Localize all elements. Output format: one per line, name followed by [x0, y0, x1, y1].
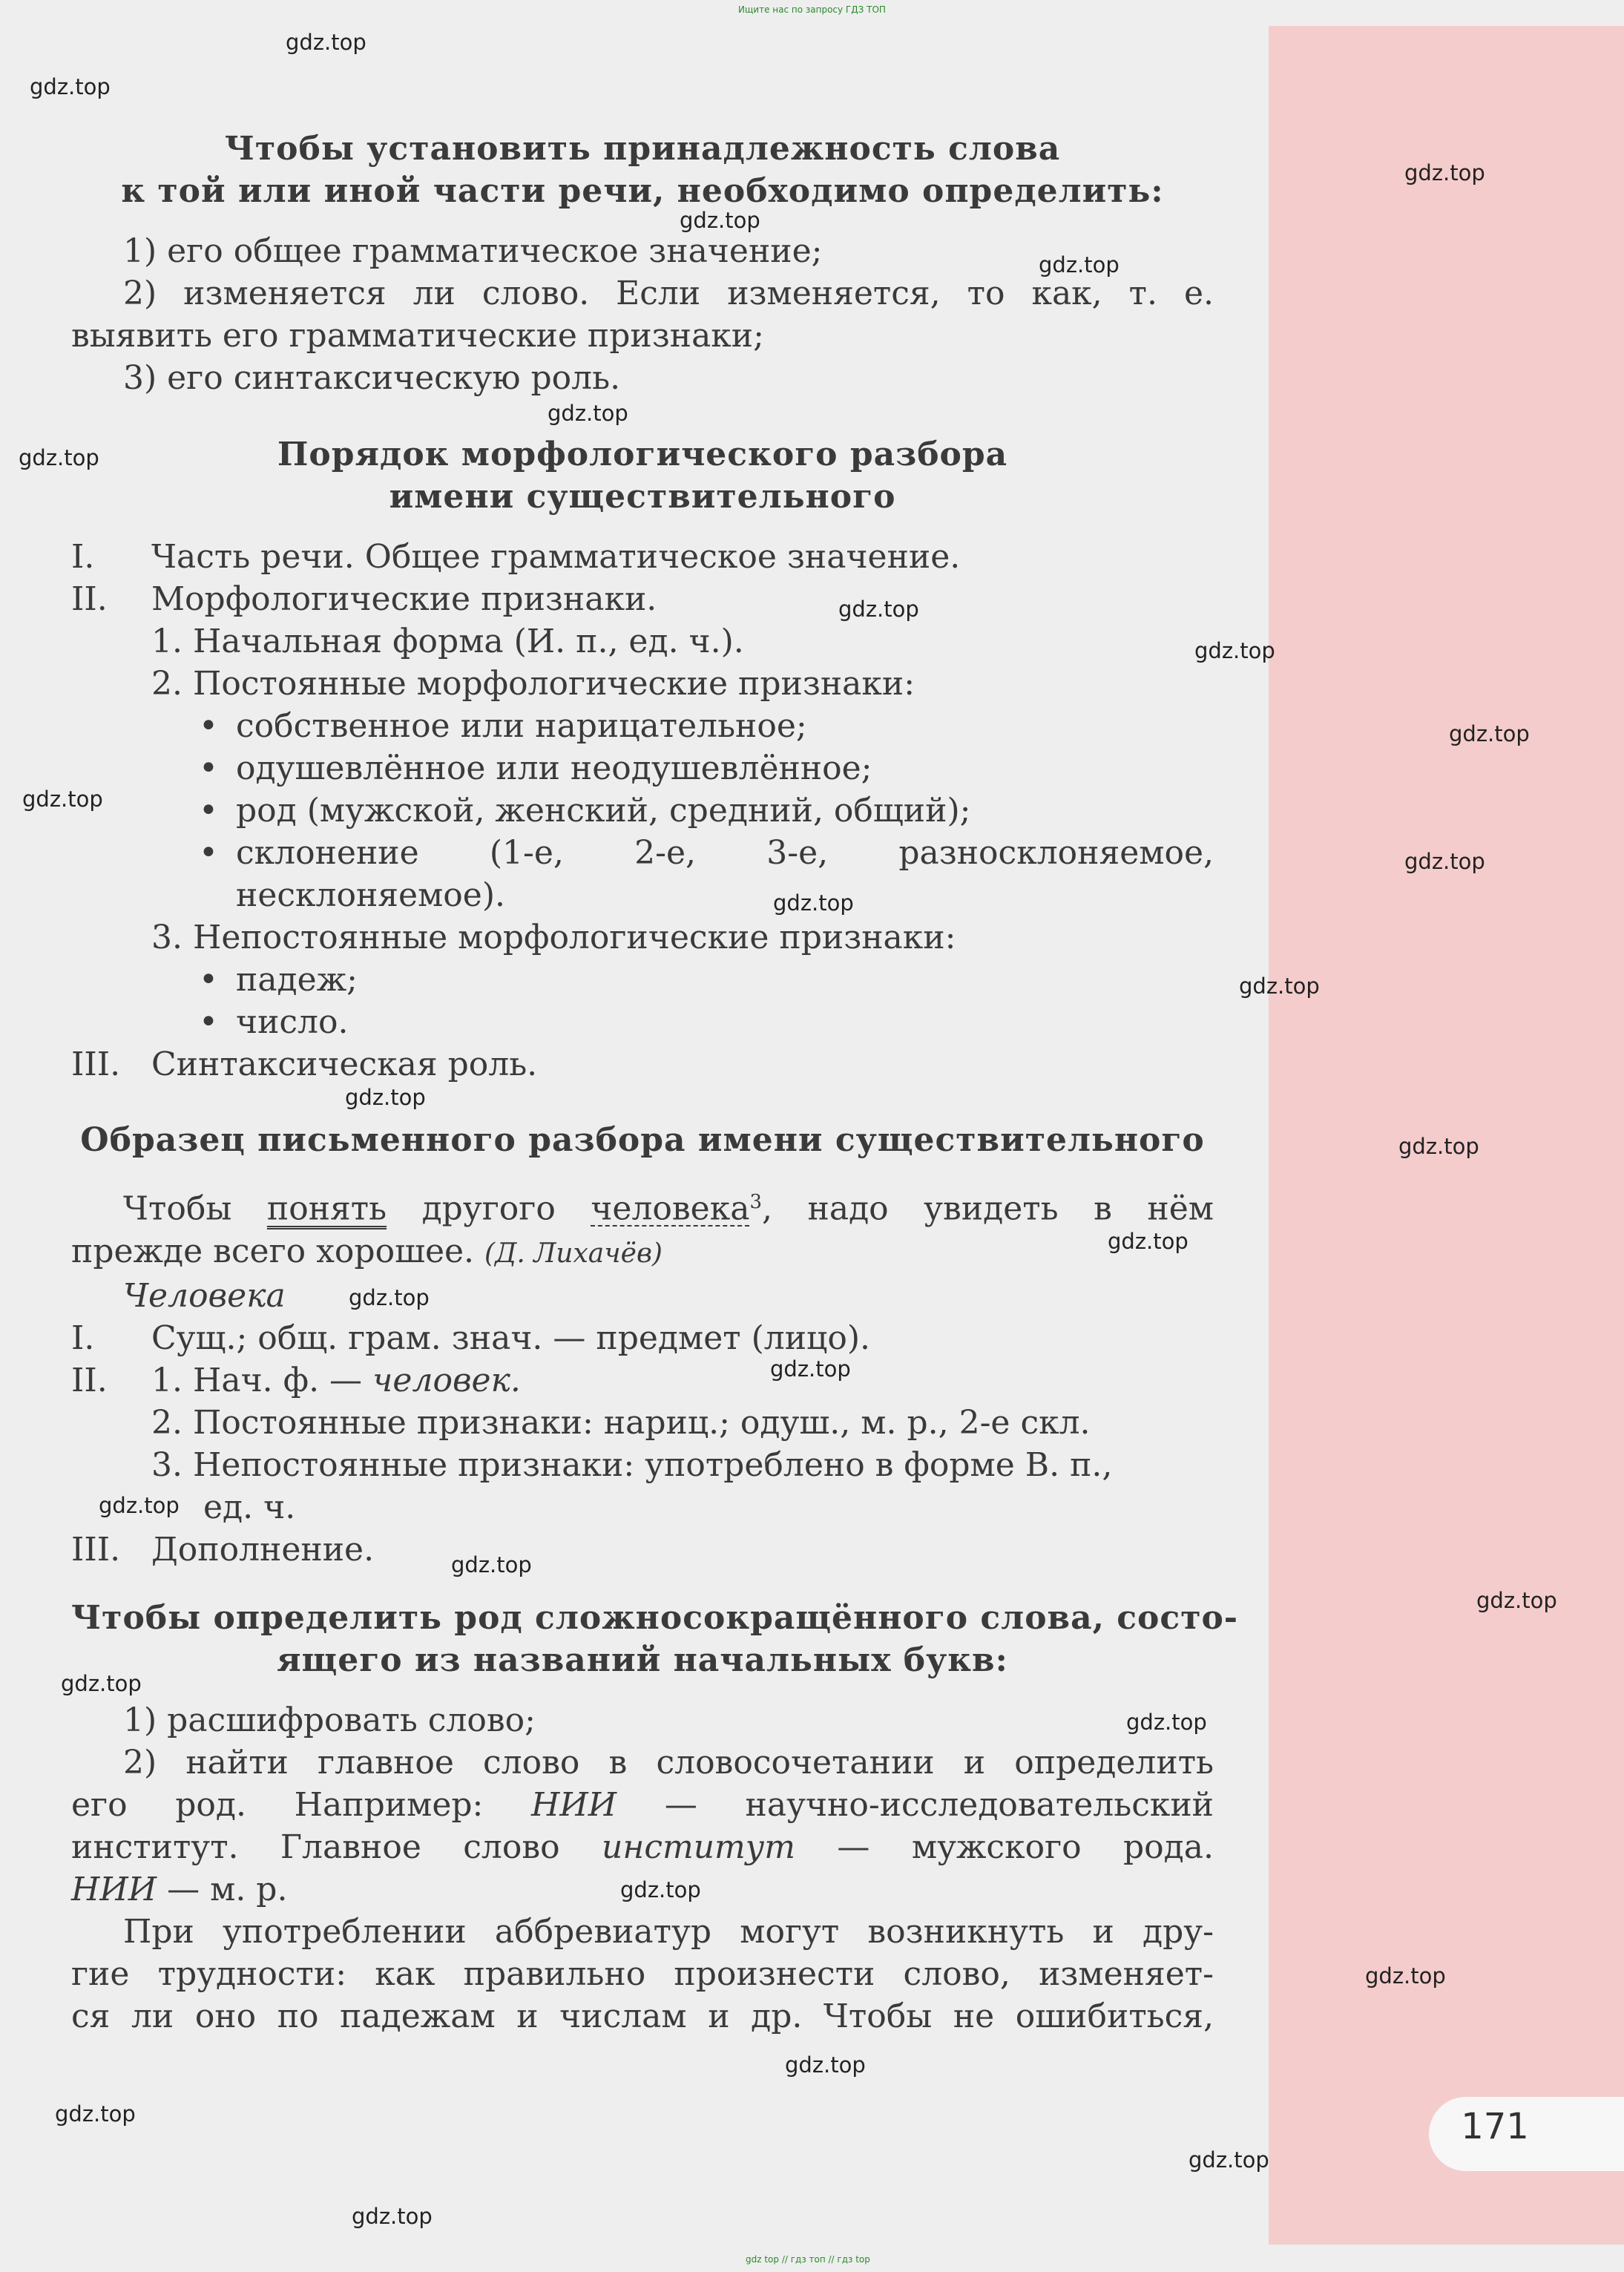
bullet-item	[71, 959, 1214, 1001]
roman-numeral: III.	[71, 1045, 121, 1083]
analysis-sub-item-continuation: ед. ч.	[203, 1488, 296, 1526]
heading-line: Порядок морфологического разбора	[277, 436, 1008, 473]
text-run: , надо увидеть в нём	[762, 1189, 1214, 1228]
paragraph-line: ся ли оно по падежам и числам и др. Чтобы не ошибиться,	[71, 1997, 1214, 2035]
watermark: gdz.top	[548, 401, 628, 426]
abbreviation-rule-body	[71, 1699, 1214, 2038]
text-run: институт. Главное слово	[71, 1828, 602, 1866]
list-item-continuation	[71, 1784, 1214, 1826]
watermark: gdz.top	[352, 2204, 433, 2229]
analysis-sub-item: 3. Непостоянные признаки: употреблено в форме В. п.,	[151, 1445, 1113, 1484]
sub-item: 3. Непостоянные морфологические признаки:	[151, 919, 956, 956]
watermark: gdz.top	[785, 2052, 866, 2078]
watermark: gdz.top	[1449, 721, 1530, 746]
heading-line: Чтобы определить род сложносокращённого слова, состо-	[71, 1599, 1239, 1637]
abbreviation-example: НИИ	[531, 1786, 617, 1824]
analysis-text: Сущ.; общ. грам. знач. — предмет (лицо).	[151, 1319, 870, 1357]
sub-item: 2. Постоянные морфологические признаки:	[151, 665, 915, 703]
predicate-word: понять	[266, 1189, 387, 1228]
roman-numeral: III.	[71, 1530, 121, 1569]
sample-analysis-heading	[71, 1119, 1214, 1161]
watermark: gdz.top	[773, 890, 854, 916]
text-run: другого	[387, 1189, 591, 1228]
object-word: человека	[591, 1189, 750, 1228]
watermark: gdz.top	[838, 597, 919, 622]
bullet-item	[71, 747, 1214, 789]
bullet-icon: •	[199, 1003, 218, 1041]
quote-source: (Д. Лихачёв)	[484, 1238, 663, 1269]
bullet-item	[71, 705, 1214, 747]
list-item	[71, 1043, 1214, 1086]
analysis-item	[71, 1359, 1214, 1402]
roman-numeral: I.	[71, 538, 95, 576]
watermark: gdz.top	[30, 74, 111, 99]
list-item: 1) его общее грамматическое значение;	[123, 232, 823, 270]
bullet-item	[71, 832, 1214, 874]
watermark: gdz.top	[1126, 1710, 1207, 1735]
bullet-text: одушевлённое или неодушевлённое;	[236, 749, 872, 787]
watermark: gdz.top	[680, 208, 760, 233]
abbreviation-rule-heading	[71, 1597, 1239, 1681]
list-item-text: Часть речи. Общее грамматическое значение.	[151, 538, 961, 576]
roman-numeral: II.	[71, 580, 108, 618]
bullet-text: склонение (1-е, 2-е, 3-е, разносклоняемое,	[236, 834, 1214, 872]
watermark: gdz.top	[22, 787, 103, 812]
bullet-icon: •	[199, 834, 218, 872]
analysis-italic: человек.	[372, 1361, 521, 1399]
text-run: его род. Например:	[71, 1786, 532, 1824]
bullet-text: род (мужской, женский, средний, общий);	[236, 792, 971, 830]
page-number: 171	[1461, 2106, 1529, 2147]
list-item: 2) найти главное слово в словосочетании и определить	[123, 1744, 1214, 1782]
watermark: gdz.top	[1365, 1963, 1446, 1989]
text-run: Чтобы	[123, 1189, 267, 1228]
list-item-text: Синтаксическая роль.	[151, 1045, 538, 1083]
abbreviation-example: НИИ	[71, 1871, 157, 1908]
paragraph-line: гие трудности: как правильно произнести слово, изменяет-	[71, 1955, 1214, 1993]
watermark: gdz.top	[349, 1285, 430, 1310]
watermark: gdz.top	[19, 445, 99, 470]
heading-line: Образец письменного разбора имени существительного	[80, 1121, 1205, 1159]
bullet-text: число.	[236, 1003, 349, 1041]
paragraph-line: При употреблении аббревиатур могут возникнуть и дру-	[123, 1913, 1214, 1951]
watermark: gdz.top	[1398, 1134, 1479, 1159]
top-banner: Ищите нас по запросу ГДЗ ТОП	[738, 4, 886, 15]
bullet-icon: •	[199, 707, 218, 745]
analysis-item	[71, 1317, 1214, 1359]
bullet-icon: •	[199, 961, 218, 999]
main-word-example: институт	[602, 1828, 796, 1866]
watermark: gdz.top	[1039, 252, 1120, 278]
text-run: прежде всего хорошее.	[71, 1232, 475, 1270]
list-item: 3) его синтаксическую роль.	[123, 359, 621, 397]
watermark: gdz.top	[61, 1671, 142, 1696]
watermark: gdz.top	[99, 1493, 180, 1518]
text-run: — м. р.	[157, 1871, 288, 1908]
rule-part-of-speech	[71, 128, 1214, 212]
watermark: gdz.top	[345, 1085, 426, 1110]
bullet-item	[71, 789, 1214, 832]
morph-order-heading	[71, 433, 1214, 518]
analysis-item	[71, 1529, 1214, 1571]
watermark: gdz.top	[1108, 1229, 1189, 1254]
watermark: gdz.top	[770, 1356, 851, 1382]
roman-numeral: I.	[71, 1319, 95, 1357]
bullet-continuation: несклоняемое).	[236, 876, 505, 914]
roman-numeral: II.	[71, 1361, 108, 1399]
watermark: gdz.top	[620, 1877, 701, 1902]
morph-order-list	[71, 536, 1214, 1086]
bottom-banner: gdz top // гдз топ // гдз top	[746, 2254, 870, 2265]
analyzed-word: Человека	[123, 1276, 286, 1315]
heading-line: имени существительного	[389, 478, 896, 516]
heading-line: к той или иной части речи, необходимо определить:	[121, 172, 1164, 210]
watermark: gdz.top	[1404, 160, 1485, 185]
watermark: gdz.top	[55, 2101, 136, 2127]
bullet-icon: •	[199, 749, 218, 787]
example-sentence	[71, 1181, 1214, 1230]
sample-analysis	[71, 1181, 1214, 1571]
watermark: gdz.top	[1476, 1588, 1557, 1613]
example-sentence-continuation	[71, 1230, 1214, 1275]
watermark: gdz.top	[1404, 849, 1485, 874]
text-run: — мужского рода.	[795, 1828, 1214, 1866]
bullet-icon: •	[199, 792, 218, 830]
watermark: gdz.top	[286, 30, 366, 55]
footnote-mark: 3	[749, 1191, 763, 1213]
analysis-sub-item: 2. Постоянные признаки: нариц.; одуш., м. р., 2-е скл.	[151, 1403, 1091, 1442]
watermark: gdz.top	[1194, 638, 1275, 663]
list-item-continuation: выявить его грамматические признаки;	[71, 317, 764, 355]
list-item	[71, 578, 1214, 620]
watermark: gdz.top	[451, 1552, 532, 1577]
bullet-text: падеж;	[236, 961, 358, 999]
heading-line: Чтобы установить принадлежность слова	[224, 130, 1061, 168]
list-item-text: Морфологические признаки.	[151, 580, 657, 618]
analysis-text: 1. Нач. ф. —	[151, 1361, 373, 1399]
bullet-text: собственное или нарицательное;	[236, 707, 807, 745]
bullet-item	[71, 1001, 1214, 1043]
analysis-text: Дополнение.	[151, 1530, 375, 1569]
watermark: gdz.top	[1239, 974, 1320, 999]
heading-line: ящего из названий начальных букв:	[277, 1641, 1008, 1679]
list-item: 1) расшифровать слово;	[123, 1701, 536, 1739]
list-item: 2) изменяется ли слово. Если изменяется, то как, т. е.	[123, 275, 1214, 312]
list-item-continuation	[71, 1826, 1214, 1868]
list-item	[71, 536, 1214, 578]
sub-item: 1. Начальная форма (И. п., ед. ч.).	[151, 623, 744, 660]
watermark: gdz.top	[1189, 2147, 1269, 2173]
text-run: — научно-исследовательский	[617, 1786, 1214, 1824]
